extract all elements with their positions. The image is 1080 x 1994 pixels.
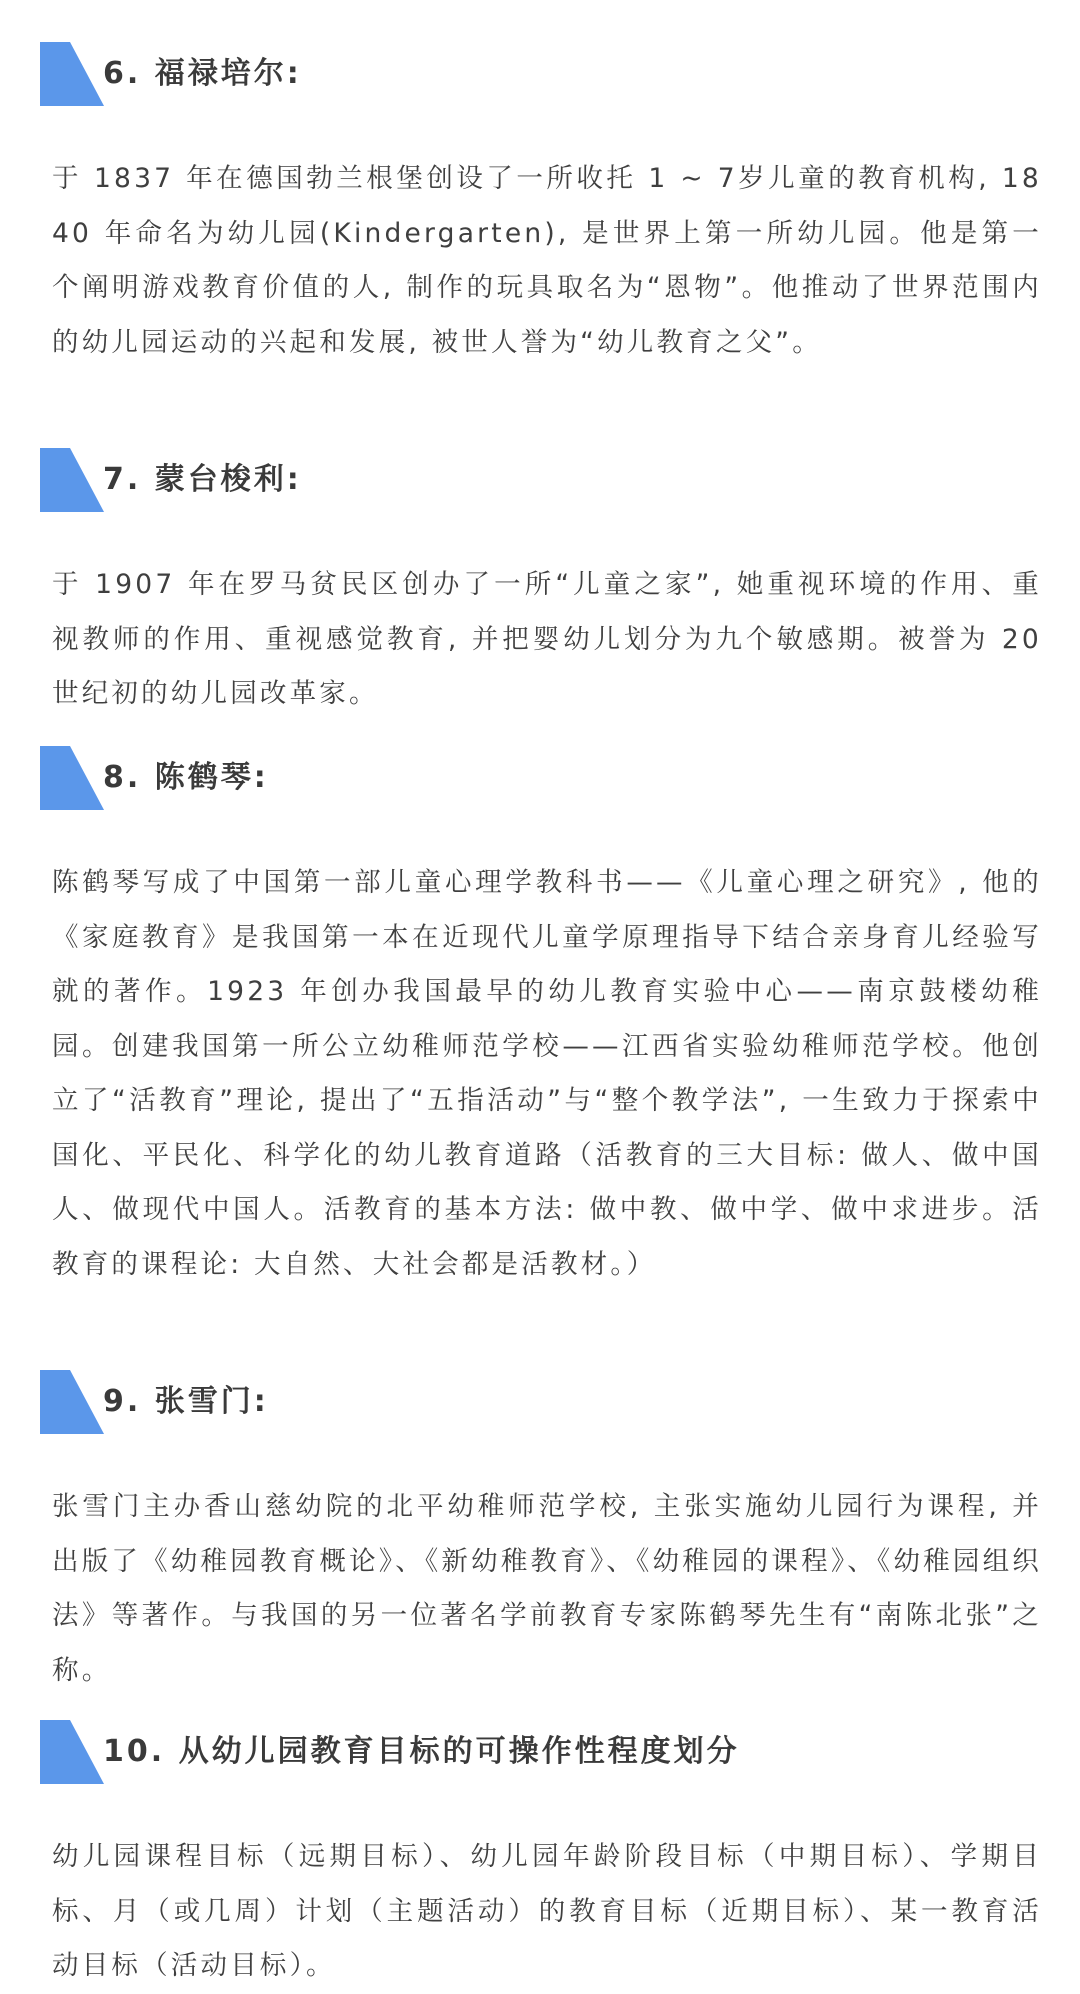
- section-heading: [0, 1720, 1080, 1784]
- section-heading: [0, 1370, 1080, 1434]
- section-body-text: 幼儿园课程目标（远期目标）、幼儿园年龄阶段目标（中期目标）、学期目标、月（或几周）计划（主题活动）的教育目标（近期目标）、某一教育活动目标（活动目标）。: [52, 1841, 1042, 1981]
- section-froebel: [0, 42, 1080, 370]
- blue-trapezoid-marker-icon: [40, 42, 104, 106]
- section-body-text: 于 1907 年在罗马贫民区创办了一所“儿童之家”, 她重视环境的作用、重视教师的作用、重视感觉教育, 并把婴幼儿划分为九个敏感期。被誉为 20 世纪初的幼儿园改革家。: [52, 569, 1042, 709]
- section-heading: [0, 746, 1080, 810]
- section-heading-text: 7. 蒙台梭利:: [103, 462, 302, 497]
- blue-trapezoid-marker-icon: [40, 1720, 104, 1784]
- section-chen-heqin: [0, 746, 1080, 1292]
- blue-trapezoid-marker-icon: [40, 448, 104, 512]
- section-heading-text: 9. 张雪门:: [103, 1384, 269, 1419]
- section-body-text: 于 1837 年在德国勃兰根堡创设了一所收托 1 ~ 7岁儿童的教育机构, 1840 年命名为幼儿园(Kindergarten), 是世界上第一所幼儿园。他是第一个阐明游戏教育价值的人, 制作的玩具取名为“恩物”。他推动了世界范围内的幼儿园运动的兴起和发展, 被世人誉为“幼儿教育之父”。: [52, 163, 1042, 358]
- section-montessori: [0, 448, 1080, 722]
- section-heading-text: 10. 从幼儿园教育目标的可操作性程度划分: [103, 1734, 740, 1769]
- section-zhang-xuemen: [0, 1370, 1080, 1698]
- section-body-text: 张雪门主办香山慈幼院的北平幼稚师范学校, 主张实施幼儿园行为课程, 并出版了《幼稚园教育概论》、《新幼稚教育》、《幼稚园的课程》、《幼稚园组织法》等著作。与我国的另一位著名学前教育专家陈鹤琴先生有“南陈北张”之称。: [52, 1491, 1042, 1686]
- section-heading: [0, 42, 1080, 106]
- section-heading-text: 6. 福禄培尔:: [103, 56, 302, 91]
- section-heading-text: 8. 陈鹤琴:: [103, 760, 269, 795]
- section-body-text: 陈鹤琴写成了中国第一部儿童心理学教科书——《儿童心理之研究》, 他的《家庭教育》是我国第一本在近现代儿童学原理指导下结合亲身育儿经验写就的著作。1923 年创办我国最早的幼儿教育实验中心——南京鼓楼幼稚园。创建我国第一所公立幼稚师范学校——江西省实验幼稚师范学校。他创立了“活教育”理论, 提出了“五指活动”与“整个教学法”, 一生致力于探索中国化、平民化、科学化的幼儿教育道路（活教育的三大目标: 做人、做中国人、做现代中国人。活教育的基本方法: 做中教、做中学、做中求进步。活教育的课程论: 大自然、大社会都是活教材。）: [52, 867, 1042, 1280]
- blue-trapezoid-marker-icon: [40, 1370, 104, 1434]
- section-heading: [0, 448, 1080, 512]
- blue-trapezoid-marker-icon: [40, 746, 104, 810]
- section-education-goals: [0, 1720, 1080, 1994]
